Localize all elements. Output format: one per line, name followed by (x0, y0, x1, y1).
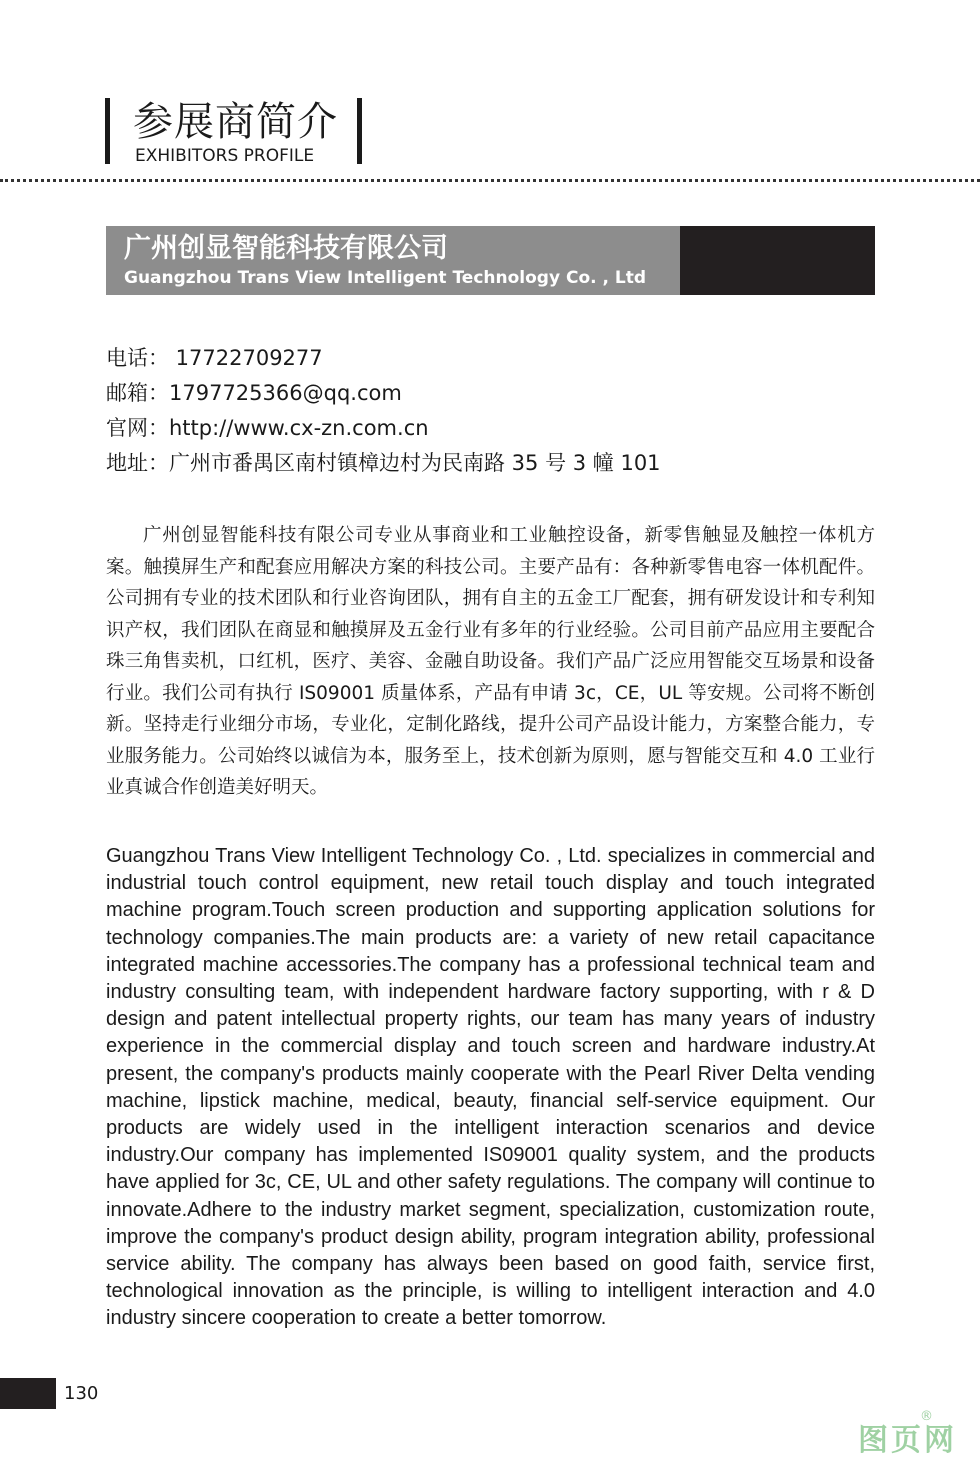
page-number: 130 (64, 1383, 99, 1404)
contact-website (106, 411, 906, 446)
contact-email (106, 376, 906, 411)
company-name-en: Guangzhou Trans View Intelligent Technology Co. , Ltd (124, 268, 647, 288)
contact-website-label: 官网： (106, 416, 169, 440)
dotted-divider (0, 179, 980, 182)
company-name-cn: 广州创显智能科技有限公司 (124, 233, 448, 264)
page-tab (0, 1378, 56, 1409)
contact-info (106, 341, 906, 481)
contact-website-value: http://www.cx-zn.com.cn (169, 416, 429, 440)
banner-gray-block (106, 226, 680, 295)
watermark-logo: 图页网 (858, 1423, 957, 1458)
registered-mark: ® (920, 1409, 933, 1424)
contact-email-label: 邮箱： (106, 381, 169, 405)
company-banner (106, 226, 875, 295)
contact-phone-label: 电话： (106, 346, 169, 370)
section-title-en: EXHIBITORS PROFILE (135, 146, 315, 166)
banner-dark-block (680, 226, 875, 295)
contact-address-label: 地址： (106, 451, 169, 475)
contact-address-value: 广州市番禺区南村镇樟边村为民南路 35 号 3 幢 101 (169, 451, 661, 475)
contact-phone (106, 341, 906, 376)
contact-email-value: 1797725366@qq.com (169, 381, 402, 405)
contact-phone-value: 17722709277 (169, 346, 323, 370)
contact-address (106, 446, 906, 481)
section-title-cn: 参展商简介 (133, 99, 338, 145)
intro-paragraph-cn: 广州创显智能科技有限公司专业从事商业和工业触控设备，新零售触显及触控一体机方案。触摸屏生产和配套应用解决方案的科技公司。主要产品有：各种新零售电容一体机配件。公司拥有专业的技术团队和行业咨询团队，拥有自主的五金工厂配套，拥有研发设计和专利知识产权，我们团队在商显和触摸屏及五金行业有多年的行业经验。公司目前产品应用主要配合珠三角售卖机，口红机，医疗、美容、金融自助设备。我们产品广泛应用智能交互场景和设备行业。我们公司有执行 IS09001 质量体系，产品有申请 3c，CE，UL 等安规。公司将不断创新。坚持走行业细分市场，专业化，定制化路线，提升公司产品设计能力，方案整合能力，专业服务能力。公司始终以诚信为本，服务至上，技术创新为原则，愿与智能交互和 4.0 工业行业真诚合作创造美好明天。 (106, 525, 875, 798)
intro-paragraph-en: Guangzhou Trans View Intelligent Technology Co. , Ltd. specializes in commercial and industrial touch control equipment, new retail touch display and touch integrated machine program.Touch screen production and supporting application solutions for technology companies.The main products are: a variety of new retail capacitance integrated machine accessories.The company has a professional technical team and industry consulting team, with independent hardware factory supporting, with r & D design and patent intellectual property rights, our team has many years of industry experience in the commercial display and touch screen and hardware industry.At present, the company's products mainly cooperate with the Pearl River Delta vending machine, lipstick machine, medical, beauty, financial self-service equipment. Our products are widely used in the intelligent interaction scenarios and device industry.Our company has implemented IS09001 quality system, and the products have applied for 3c, CE, UL and other safety regulations. The company will continue to innovate.Adhere to the industry market segment, specialization, customization route, improve the company's product design ability, program integration ability, professional service ability. The company has always been based on good faith, service first, technological innovation as the principle, is willing to intelligent interaction and 4.0 industry sincere cooperation to create a better tomorrow. (106, 845, 875, 1330)
header-left-bar (105, 98, 110, 164)
header-right-bar (357, 98, 362, 164)
